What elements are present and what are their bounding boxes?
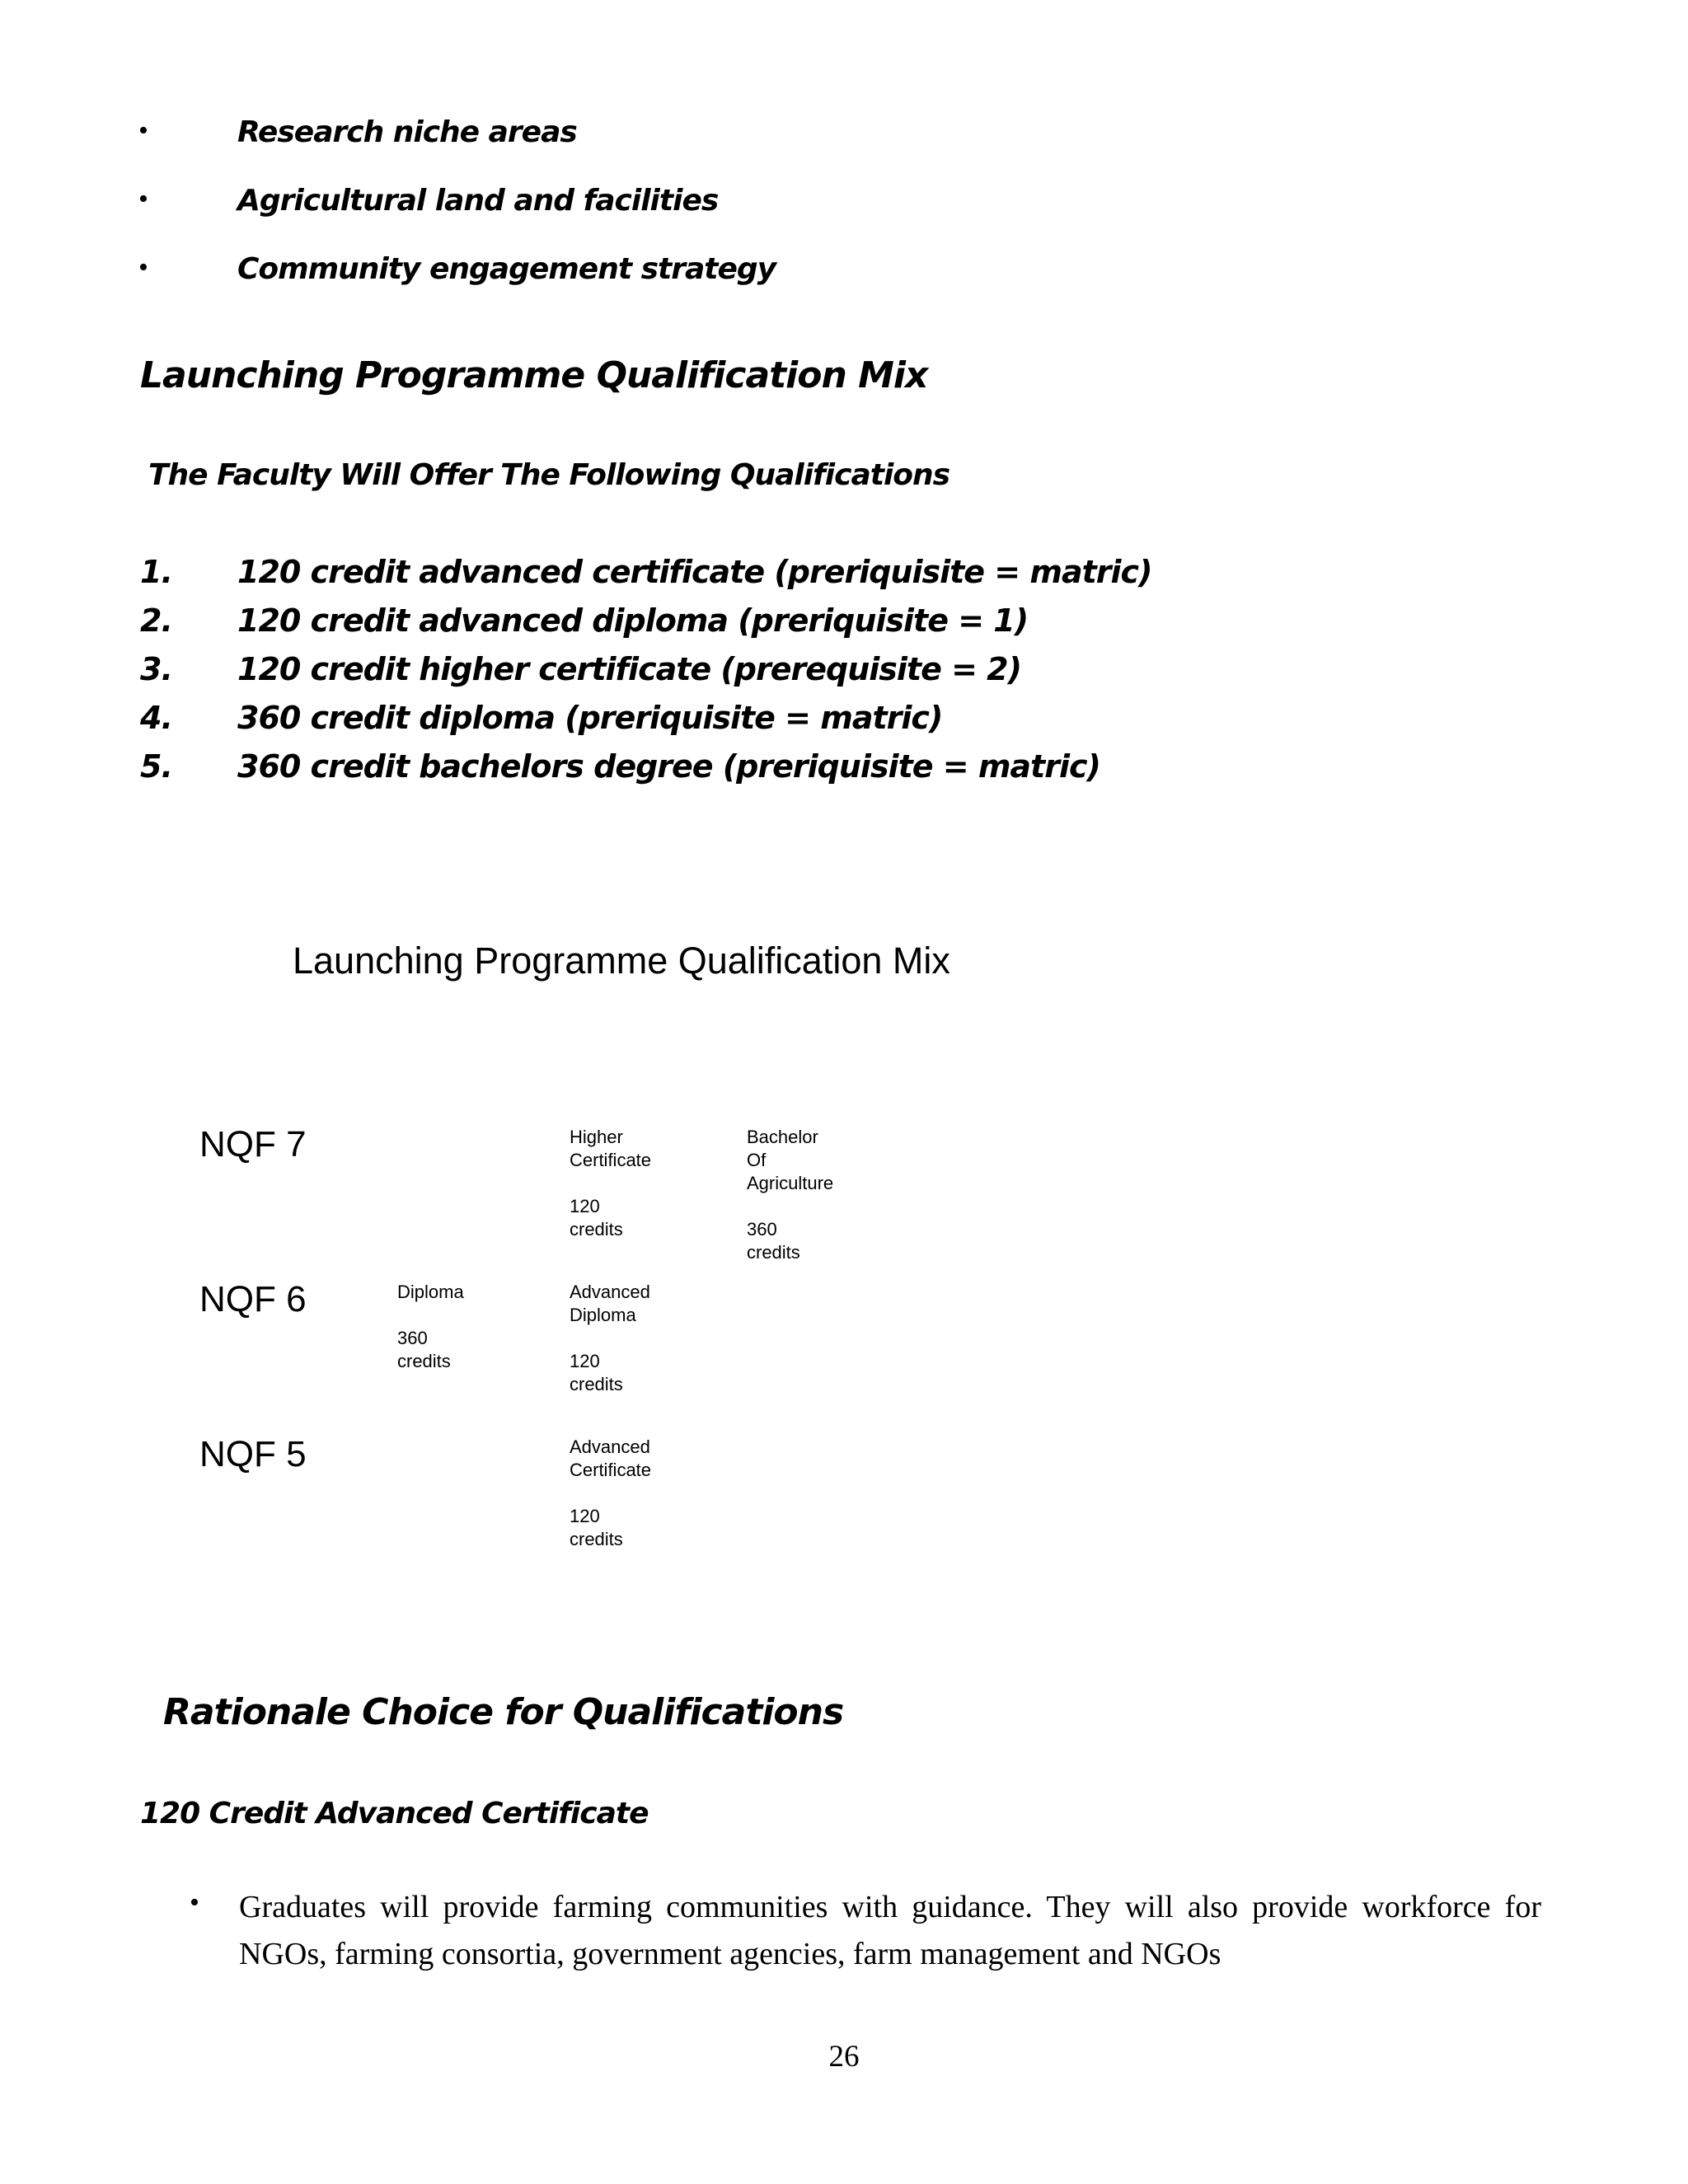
bullet-item-research: Research niche areas [237,115,577,149]
page-number: 26 [828,2040,860,2074]
nqf-level-7: NQF 7 [199,1124,307,1165]
bullet-item-community: Community engagement strategy [237,252,776,286]
cell-advanced-diploma: Advanced Diploma 120 credits [570,1282,650,1394]
list-item: 360 credit bachelors degree (preriquisite = matric) [237,748,1100,785]
list-number: 1. [140,554,172,590]
bullet-marker: • [138,115,148,146]
diagram-title: Launching Programme Qualification Mix [293,940,950,982]
list-item: 120 credit advanced diploma (preriquisite = 1) [237,602,1029,639]
bullet-item-agricultural-land: Agricultural land and facilities [237,184,719,218]
list-number: 2. [140,602,172,639]
nqf-level-6: NQF 6 [199,1279,307,1319]
body-paragraph: Graduates will provide farming communities with guidance. They will also provide workforce for NGOs, farming consortia, government agencies, farm management and NGOs [239,1890,1541,1971]
cell-advanced-certificate: Advanced Certificate 120 credits [570,1436,652,1549]
section-heading-launching: Launching Programme Qualification Mix [140,354,928,396]
cell-diploma: Diploma 360 credits [397,1282,464,1371]
bullet-marker: • [138,184,148,214]
list-item: 360 credit diploma (preriquisite = matric) [237,700,943,736]
section-heading-rationale: Rationale Choice for Qualifications [163,1691,844,1733]
cell-bachelor-agriculture: Bachelor Of Agriculture 360 credits [747,1127,834,1263]
list-item: 120 credit advanced certificate (preriquisite = matric) [237,554,1152,590]
list-number: 3. [140,651,172,687]
bullet-marker: • [190,1887,199,1918]
cell-higher-certificate: Higher Certificate 120 credits [570,1127,652,1240]
subheading-faculty-offers: The Faculty Will Offer The Following Qualifications [148,458,950,492]
nqf-level-5: NQF 5 [199,1434,307,1474]
list-number: 5. [140,748,172,785]
bullet-marker: • [138,252,148,283]
list-item: 120 credit higher certificate (prerequisite = 2) [237,651,1021,687]
subheading-advanced-certificate: 120 Credit Advanced Certificate [140,1797,649,1830]
list-number: 4. [140,700,172,736]
